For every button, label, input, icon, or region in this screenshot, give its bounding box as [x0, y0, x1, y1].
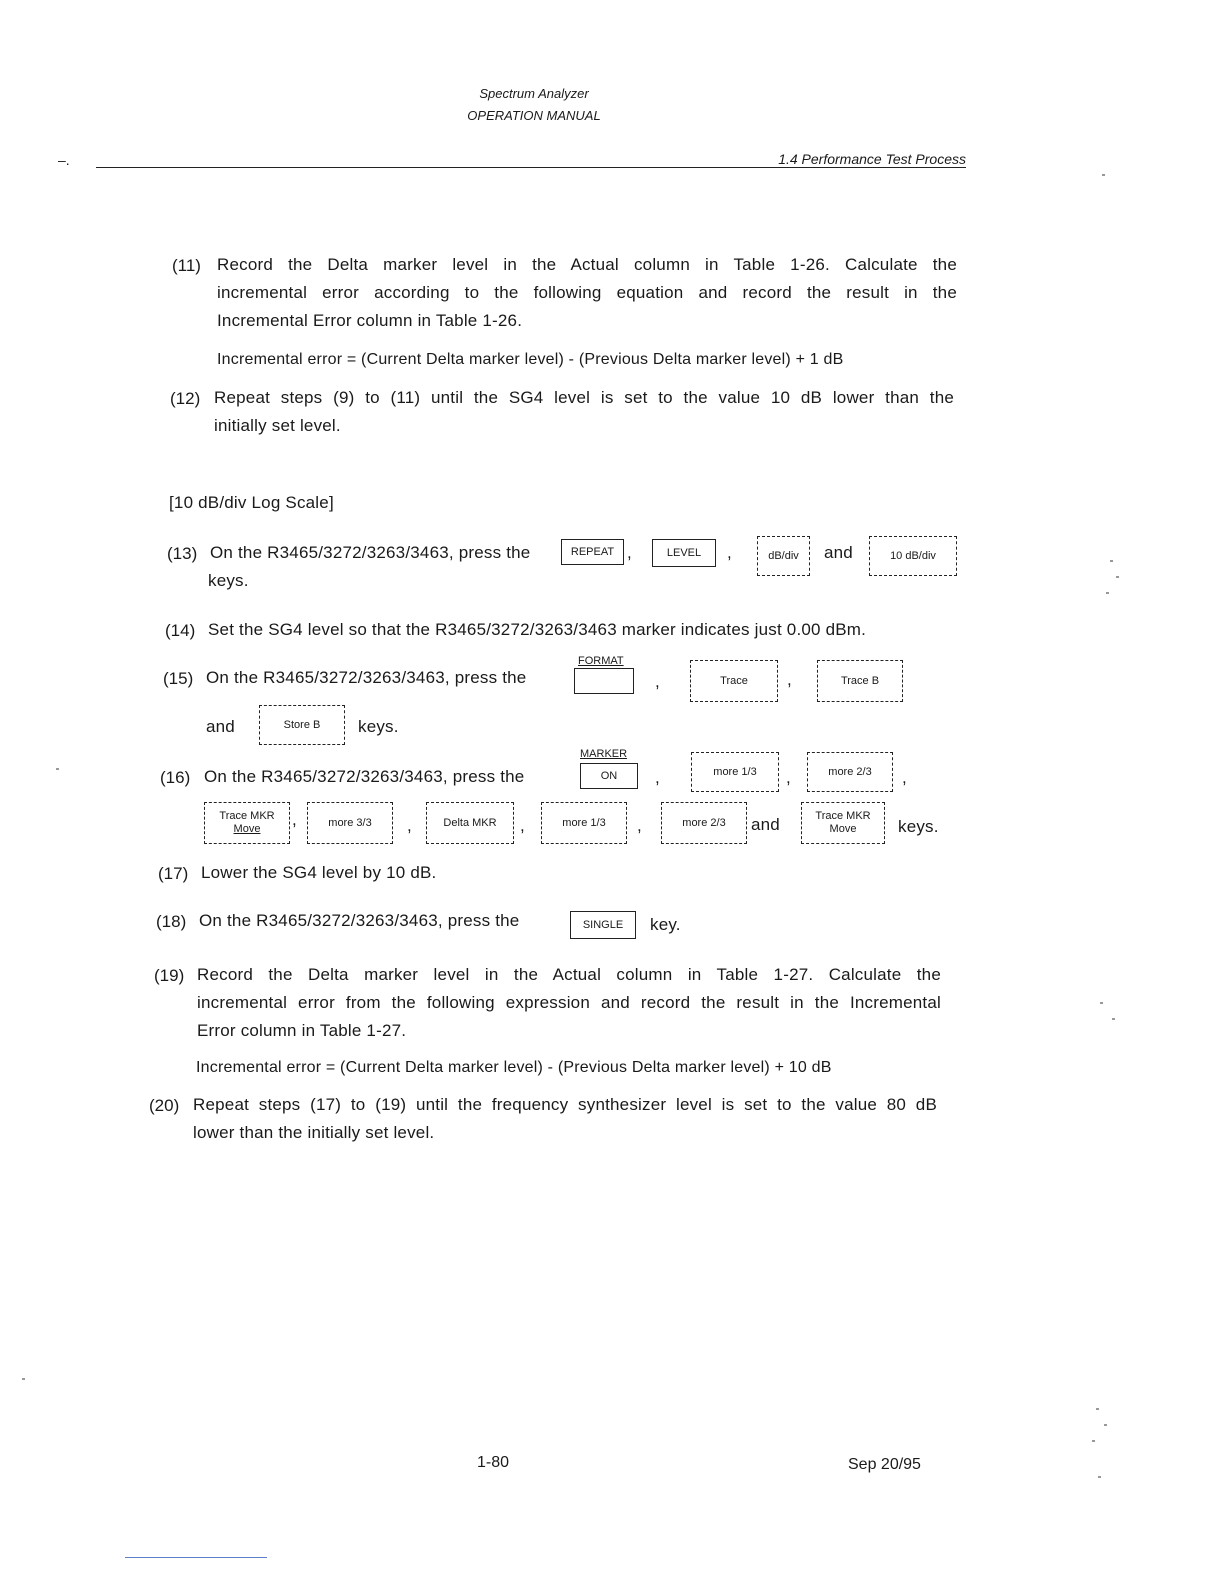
manual-subtitle: OPERATION MANUAL	[467, 108, 601, 123]
section-heading	[778, 151, 966, 167]
step-20-line-2: lower than the initially set level.	[193, 1123, 435, 1142]
scan-speck	[1110, 560, 1113, 562]
step-20-line-1: Repeat steps (17) to (19) until the frequency synthesizer level is set to the value 80 dB	[193, 1095, 937, 1114]
trace-mkr-move-softkey-1[interactable]	[204, 802, 290, 844]
step-16-sep-1: ,	[655, 768, 660, 787]
step-19-line-1: Record the Delta marker level in the Actual column in Table 1-27. Calculate the	[197, 965, 941, 984]
step-12-number: (12)	[170, 389, 201, 408]
step-18-text: On the R3465/3272/3263/3463, press the	[199, 911, 520, 930]
single-key[interactable]: SINGLE	[570, 911, 636, 939]
marker-key-label: MARKER	[580, 748, 628, 760]
step-15-number: (15)	[163, 669, 194, 688]
step-16-sep-7: ,	[637, 816, 642, 835]
step-19-line-2: incremental error from the following expression and record the result in the Incremental	[197, 993, 941, 1012]
scan-speck	[22, 1378, 25, 1380]
step-15-and: and	[206, 717, 235, 736]
step-11-line-3: Incremental Error column in Table 1-26.	[217, 311, 523, 330]
step-15-sep-1: ,	[655, 672, 660, 691]
more-2-3-softkey[interactable]: more 2/3	[807, 752, 893, 792]
scan-speck	[1098, 1476, 1101, 1478]
trace-mkr-move-softkey-2[interactable]	[801, 802, 885, 844]
step-19-number: (19)	[154, 966, 185, 985]
step-12-line-2: initially set level.	[214, 416, 341, 435]
step-13-sep-2: ,	[727, 543, 732, 562]
scan-speck	[1100, 1002, 1103, 1004]
step-20-number: (20)	[149, 1096, 180, 1115]
trace-softkey[interactable]: Trace	[690, 660, 778, 702]
step-17-text: Lower the SG4 level by 10 dB.	[201, 863, 437, 882]
db-div-softkey[interactable]: dB/div	[757, 536, 810, 576]
section-heading-text: 1.4 Performance Test Process	[778, 151, 966, 167]
store-b-softkey[interactable]: Store B	[259, 705, 345, 745]
level-key[interactable]: LEVEL	[652, 539, 716, 567]
step-11-equation: Incremental error = (Current Delta marker level) - (Previous Delta marker level) + 1 dB	[217, 351, 844, 368]
trace-mkr-move-2-line-1: Trace MKR	[815, 810, 871, 822]
scan-speck	[1106, 592, 1109, 594]
repeat-key[interactable]: REPEAT	[561, 539, 624, 565]
manual-title: Spectrum Analyzer	[479, 86, 589, 101]
trace-mkr-move-1-line-2: Move	[233, 823, 261, 835]
scan-speck	[1092, 1440, 1095, 1442]
step-17-number: (17)	[158, 864, 189, 883]
margin-mark: –.	[58, 152, 70, 168]
format-key-label: FORMAT	[578, 655, 624, 667]
scan-speck	[1112, 1018, 1115, 1020]
more-2-3-softkey-2[interactable]: more 2/3	[661, 802, 747, 844]
step-13-and: and	[824, 543, 853, 562]
marker-on-key[interactable]: ON	[580, 763, 638, 789]
step-19-equation: Incremental error = (Current Delta marker level) - (Previous Delta marker level) + 10 dB	[196, 1059, 832, 1076]
step-16-text: On the R3465/3272/3263/3463, press the	[204, 767, 525, 786]
page-number: 1-80	[477, 1454, 510, 1471]
step-16-and: and	[751, 815, 780, 834]
step-13-text: On the R3465/3272/3263/3463, press the	[210, 543, 531, 562]
delta-mkr-softkey[interactable]: Delta MKR	[426, 802, 514, 844]
step-13-sep-1: ,	[627, 543, 632, 562]
ten-db-div-softkey[interactable]: 10 dB/div	[869, 536, 957, 576]
trace-mkr-move-1-line-1: Trace MKR	[219, 810, 275, 822]
more-1-3-softkey-2[interactable]: more 1/3	[541, 802, 627, 844]
more-1-3-softkey[interactable]: more 1/3	[691, 752, 779, 792]
step-16-sep-5: ,	[407, 816, 412, 835]
step-12-line-1: Repeat steps (9) to (11) until the SG4 level is set to the value 10 dB lower than the	[214, 388, 954, 407]
step-12-text	[214, 384, 954, 440]
scan-speck	[1102, 174, 1105, 176]
step-16-number: (16)	[160, 768, 191, 787]
step-15-sep-2: ,	[787, 670, 792, 689]
revision-date: Sep 20/95	[848, 1456, 921, 1473]
more-3-3-softkey[interactable]: more 3/3	[307, 802, 393, 844]
step-15-keys-word: keys.	[358, 717, 399, 736]
step-16-sep-2: ,	[786, 768, 791, 787]
step-18-number: (18)	[156, 912, 187, 931]
step-11-number: (11)	[172, 256, 201, 275]
scale-heading: [10 dB/div Log Scale]	[169, 493, 334, 512]
header-rule	[96, 167, 966, 168]
step-20-text	[193, 1091, 937, 1147]
step-13-keys-word: keys.	[208, 571, 249, 590]
step-14-text: Set the SG4 level so that the R3465/3272/3263/3463 marker indicates just 0.00 dBm.	[208, 620, 867, 639]
step-16-sep-4: ,	[292, 810, 297, 829]
scan-speck	[1116, 576, 1119, 578]
scan-edge-line	[125, 1557, 267, 1558]
scan-speck	[1104, 1424, 1107, 1426]
step-18-key-word: key.	[650, 915, 681, 934]
trace-b-softkey[interactable]: Trace B	[817, 660, 903, 702]
step-11-line-2: incremental error according to the following equation and record the result in the	[217, 283, 957, 302]
step-19-line-3: Error column in Table 1-27.	[197, 1021, 407, 1040]
step-19-text	[197, 961, 941, 1045]
scan-speck	[56, 768, 59, 770]
step-11-line-1: Record the Delta marker level in the Actual column in Table 1-26. Calculate the	[217, 255, 957, 274]
step-16-sep-3: ,	[902, 768, 907, 787]
scan-speck	[1096, 1408, 1099, 1410]
format-key[interactable]	[574, 668, 634, 694]
step-11-text	[217, 251, 957, 335]
trace-mkr-move-2-line-2: Move	[829, 823, 857, 835]
step-13-number: (13)	[167, 544, 198, 563]
step-16-sep-6: ,	[520, 816, 525, 835]
step-16-keys-word: keys.	[898, 817, 939, 836]
step-15-text: On the R3465/3272/3263/3463, press the	[206, 668, 527, 687]
step-14-number: (14)	[165, 621, 196, 640]
